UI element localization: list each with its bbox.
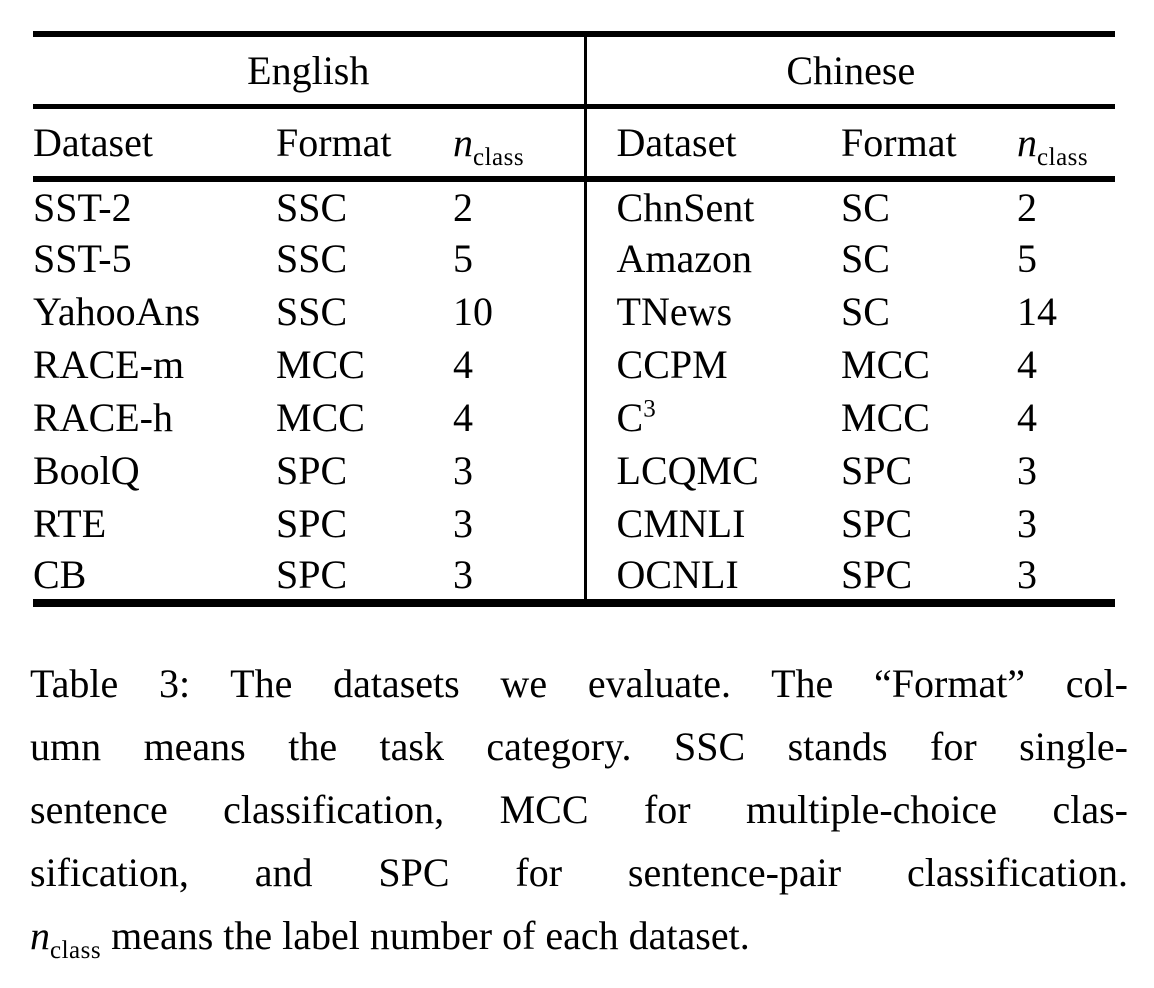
table-cell: 14 [1017, 289, 1058, 334]
table-cell: SSC [276, 236, 348, 281]
table-caption [30, 652, 1128, 967]
table-cell: RACE-m [33, 342, 185, 387]
table-cell: 3 [453, 552, 473, 597]
table-cell: MCC [276, 395, 365, 440]
table-row [33, 232, 1115, 285]
table-cell: LCQMC [585, 444, 841, 497]
table-cell: 4 [1017, 395, 1038, 440]
table-cell: $C^3$ [585, 391, 841, 444]
table-cell: 2 [453, 184, 473, 230]
table-cell: OCNLI [585, 550, 841, 603]
table-cell: SPC [276, 501, 348, 546]
table-cell: SC [841, 184, 890, 230]
table-cell: SSC [276, 184, 348, 230]
table-cell: 3 [1017, 448, 1038, 493]
table-cell: CCPM [585, 338, 841, 391]
column-header-nclass-english: $n_{class}$ [453, 106, 585, 179]
group-header-english: English [33, 34, 585, 106]
table-cell: 4 [453, 342, 473, 387]
table-cell: 4 [1017, 342, 1038, 387]
table-cell: SC [841, 289, 890, 334]
table-cell: 3 [1017, 552, 1038, 597]
table-cell: SPC [841, 501, 913, 546]
table-cell: 4 [453, 395, 473, 440]
table-row [33, 550, 1115, 603]
table-cell: MCC [841, 395, 930, 440]
table-row [33, 497, 1115, 550]
caption-line: sentence classification, MCC for multiple-choice clas- [30, 787, 1128, 832]
table-cell: 5 [1017, 236, 1038, 281]
table-cell: CB [33, 552, 87, 597]
column-header-format-english: Format [276, 106, 453, 179]
group-header-chinese: Chinese [585, 34, 1115, 106]
table-cell: 3 [453, 448, 473, 493]
table-cell: 2 [1017, 184, 1038, 230]
caption-line: umn means the task category. SSC stands for single- [30, 724, 1128, 769]
table-cell: RACE-h [33, 395, 173, 440]
caption-line: $n_{class}$ means the label number of each dataset. [30, 913, 750, 964]
table-cell: SPC [841, 552, 913, 597]
table-cell: MCC [841, 342, 930, 387]
table-cell: YahooAns [33, 289, 201, 334]
table-cell: SPC [276, 448, 348, 493]
column-header-dataset-chinese: Dataset [585, 106, 841, 179]
table-cell: 5 [453, 236, 473, 281]
table-row [33, 179, 1115, 232]
table-cell: SST-2 [33, 184, 132, 230]
table-row [33, 285, 1115, 338]
table-body [33, 179, 1115, 603]
column-header-dataset-english: Dataset [33, 106, 276, 179]
table-cell: CMNLI [585, 497, 841, 550]
table-cell: SC [841, 236, 890, 281]
table-cell: ChnSent [585, 179, 841, 232]
group-header-row [33, 34, 1115, 106]
table-cell: 10 [453, 289, 493, 334]
table-cell: MCC [276, 342, 365, 387]
table-cell: 3 [453, 501, 473, 546]
caption-line: Table 3: The datasets we evaluate. The “Format” col- [30, 661, 1128, 706]
column-header-nclass-chinese: $n_{class}$ [1017, 106, 1115, 179]
table-row [33, 391, 1115, 444]
table-cell: SST-5 [33, 236, 132, 281]
column-header-row [33, 106, 1115, 179]
table-row [33, 444, 1115, 497]
table-cell: 3 [1017, 501, 1038, 546]
column-header-format-chinese: Format [841, 106, 1017, 179]
table-cell: SSC [276, 289, 348, 334]
table-cell: Amazon [585, 232, 841, 285]
datasets-table [33, 31, 1115, 607]
table-cell: SPC [276, 552, 348, 597]
table-row [33, 338, 1115, 391]
table-cell: TNews [585, 285, 841, 338]
caption-line: sification, and SPC for sentence-pair classification. [30, 850, 1128, 895]
table-cell: RTE [33, 501, 107, 546]
table-cell: BoolQ [33, 448, 140, 493]
table-cell: SPC [841, 448, 913, 493]
